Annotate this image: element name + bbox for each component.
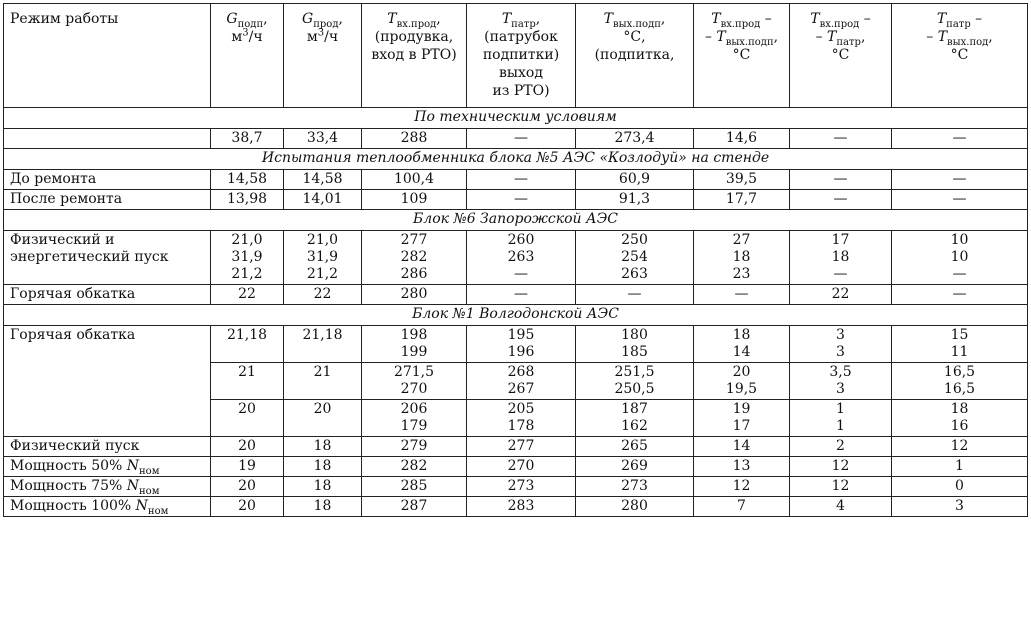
table-cell: 269: [576, 457, 694, 477]
row-phys-startup: [4, 437, 1028, 457]
row-label: До ремонта: [4, 170, 211, 190]
column-header-1: $G_{подп}$, $м^3/ч$: [211, 4, 284, 108]
table-cell: 12: [790, 457, 892, 477]
table-cell: —: [892, 170, 1028, 190]
table-cell: 3: [892, 497, 1028, 517]
table-cell: 60,9: [576, 170, 694, 190]
table-cell: 195 196: [467, 326, 576, 363]
row-power-50: [4, 457, 1028, 477]
table-body: [4, 108, 1028, 517]
table-cell: —: [694, 285, 790, 305]
table-cell: 187 162: [576, 400, 694, 437]
table-cell: 277: [467, 437, 576, 457]
table-cell: 15 11: [892, 326, 1028, 363]
table-cell: 38,7: [211, 129, 284, 149]
section-title: Блок №6 Запорожской АЭС: [4, 210, 1028, 231]
table-cell: 20: [211, 497, 284, 517]
row-label: Физический и энергетический пуск: [4, 231, 211, 285]
table-cell: 198 199: [362, 326, 467, 363]
table-cell: 3,5 3: [790, 363, 892, 400]
table-cell: 273: [467, 477, 576, 497]
section-title: По техническим условиям: [4, 108, 1028, 129]
table-cell: 100,4: [362, 170, 467, 190]
column-header-0: Режим работы: [4, 4, 211, 108]
table-cell: 280: [362, 285, 467, 305]
table-cell: 17,7: [694, 190, 790, 210]
table-cell: 265: [576, 437, 694, 457]
column-header-3: $T_{вх.прод}$, (продувка, вход в РТО): [362, 4, 467, 108]
table-cell: —: [790, 129, 892, 149]
table-cell: 20: [211, 477, 284, 497]
table-cell: 260 263 —: [467, 231, 576, 285]
row-tech-conditions: [4, 129, 1028, 149]
table-cell: 18: [284, 437, 362, 457]
row-label: [4, 129, 211, 149]
table-cell: 3 3: [790, 326, 892, 363]
table-cell: 18: [284, 477, 362, 497]
table-cell: 17 18 —: [790, 231, 892, 285]
table-header-row: [4, 4, 1028, 108]
table-cell: 282: [362, 457, 467, 477]
table-cell: 14,6: [694, 129, 790, 149]
table-cell: —: [467, 170, 576, 190]
row-zap-hot-run: [4, 285, 1028, 305]
table-cell: 1: [892, 457, 1028, 477]
table-cell: 251,5 250,5: [576, 363, 694, 400]
table-cell: 20: [211, 400, 284, 437]
table-cell: 273,4: [576, 129, 694, 149]
table-cell: 19 17: [694, 400, 790, 437]
row-label: Горячая обкатка: [4, 285, 211, 305]
table-cell: —: [790, 190, 892, 210]
table-cell: 206 179: [362, 400, 467, 437]
table-cell: 20: [211, 437, 284, 457]
table-cell: 12: [892, 437, 1028, 457]
row-label: После ремонта: [4, 190, 211, 210]
table-cell: 279: [362, 437, 467, 457]
table-cell: 16,5 16,5: [892, 363, 1028, 400]
table-cell: 33,4: [284, 129, 362, 149]
table-cell: 205 178: [467, 400, 576, 437]
table-cell: 14,01: [284, 190, 362, 210]
row-power-75: [4, 477, 1028, 497]
table-cell: 22: [790, 285, 892, 305]
column-header-7: $T_{вх.прод}$ – – $T_{патр}$, °С: [790, 4, 892, 108]
table-cell: 13,98: [211, 190, 284, 210]
row-before-repair: [4, 170, 1028, 190]
table-cell: 19: [211, 457, 284, 477]
table-cell: —: [892, 285, 1028, 305]
table-cell: 180 185: [576, 326, 694, 363]
table-cell: —: [467, 285, 576, 305]
table-cell: 250 254 263: [576, 231, 694, 285]
table-cell: 91,3: [576, 190, 694, 210]
data-table: [3, 3, 1028, 517]
table-cell: 21,0 31,9 21,2: [284, 231, 362, 285]
row-label: Мощность 75% $N_{ном}$: [4, 477, 211, 497]
table-cell: 39,5: [694, 170, 790, 190]
table-cell: 12: [694, 477, 790, 497]
row-label: Горячая обкатка: [4, 326, 211, 437]
row-power-100: [4, 497, 1028, 517]
table-cell: 283: [467, 497, 576, 517]
section-row-1: [4, 149, 1028, 170]
table-cell: 18 16: [892, 400, 1028, 437]
section-title: Испытания теплообменника блока №5 АЭС «Козлодуй» на стенде: [4, 149, 1028, 170]
table-cell: 268 267: [467, 363, 576, 400]
table-cell: —: [576, 285, 694, 305]
table-cell: 271,5 270: [362, 363, 467, 400]
column-header-6: $T_{вх.прод}$ – – $T_{вых.подп}$, °С: [694, 4, 790, 108]
table-cell: 27 18 23: [694, 231, 790, 285]
table-cell: 14,58: [211, 170, 284, 190]
section-row-0: [4, 108, 1028, 129]
section-row-2: [4, 210, 1028, 231]
table-cell: 12: [790, 477, 892, 497]
table-cell: 21,0 31,9 21,2: [211, 231, 284, 285]
table-cell: 21: [284, 363, 362, 400]
table-cell: 270: [467, 457, 576, 477]
table-cell: 21,18: [211, 326, 284, 363]
table-cell: 288: [362, 129, 467, 149]
column-header-8: $T_{патр}$ – – $T_{вых.под}$, °С: [892, 4, 1028, 108]
row-label: Мощность 50% $N_{ном}$: [4, 457, 211, 477]
table-cell: 21: [211, 363, 284, 400]
table-cell: —: [467, 190, 576, 210]
table-cell: 21,18: [284, 326, 362, 363]
table-cell: 1 1: [790, 400, 892, 437]
table-cell: 7: [694, 497, 790, 517]
section-title: Блок №1 Волгодонской АЭС: [4, 305, 1028, 326]
table-cell: 22: [211, 285, 284, 305]
column-header-4: $T_{патр}$, (патрубок подпитки) выход из РТО): [467, 4, 576, 108]
table-cell: —: [892, 190, 1028, 210]
column-header-2: $G_{прод}$, $м^3/ч$: [284, 4, 362, 108]
section-row-3: [4, 305, 1028, 326]
row-label: Мощность 100% $N_{ном}$: [4, 497, 211, 517]
table-cell: 4: [790, 497, 892, 517]
table-cell: 22: [284, 285, 362, 305]
row-zap-startup: [4, 231, 1028, 285]
table-cell: —: [892, 129, 1028, 149]
table-cell: 109: [362, 190, 467, 210]
table-cell: 20 19,5: [694, 363, 790, 400]
table-cell: 18: [284, 497, 362, 517]
table-cell: 2: [790, 437, 892, 457]
table-cell: 287: [362, 497, 467, 517]
table-cell: 14: [694, 437, 790, 457]
table-cell: 277 282 286: [362, 231, 467, 285]
table-cell: 273: [576, 477, 694, 497]
table-cell: 13: [694, 457, 790, 477]
column-header-5: $T_{вых.подп}$, °С, (подпитка,: [576, 4, 694, 108]
row-after-repair: [4, 190, 1028, 210]
row-label: Физический пуск: [4, 437, 211, 457]
table-cell: 280: [576, 497, 694, 517]
table-cell: —: [790, 170, 892, 190]
table-cell: 285: [362, 477, 467, 497]
table-cell: 14,58: [284, 170, 362, 190]
row-vol-hot-run-0: [4, 326, 1028, 363]
table-cell: 10 10 —: [892, 231, 1028, 285]
table-cell: 18 14: [694, 326, 790, 363]
table-cell: 0: [892, 477, 1028, 497]
table-cell: 20: [284, 400, 362, 437]
table-cell: 18: [284, 457, 362, 477]
table-cell: —: [467, 129, 576, 149]
